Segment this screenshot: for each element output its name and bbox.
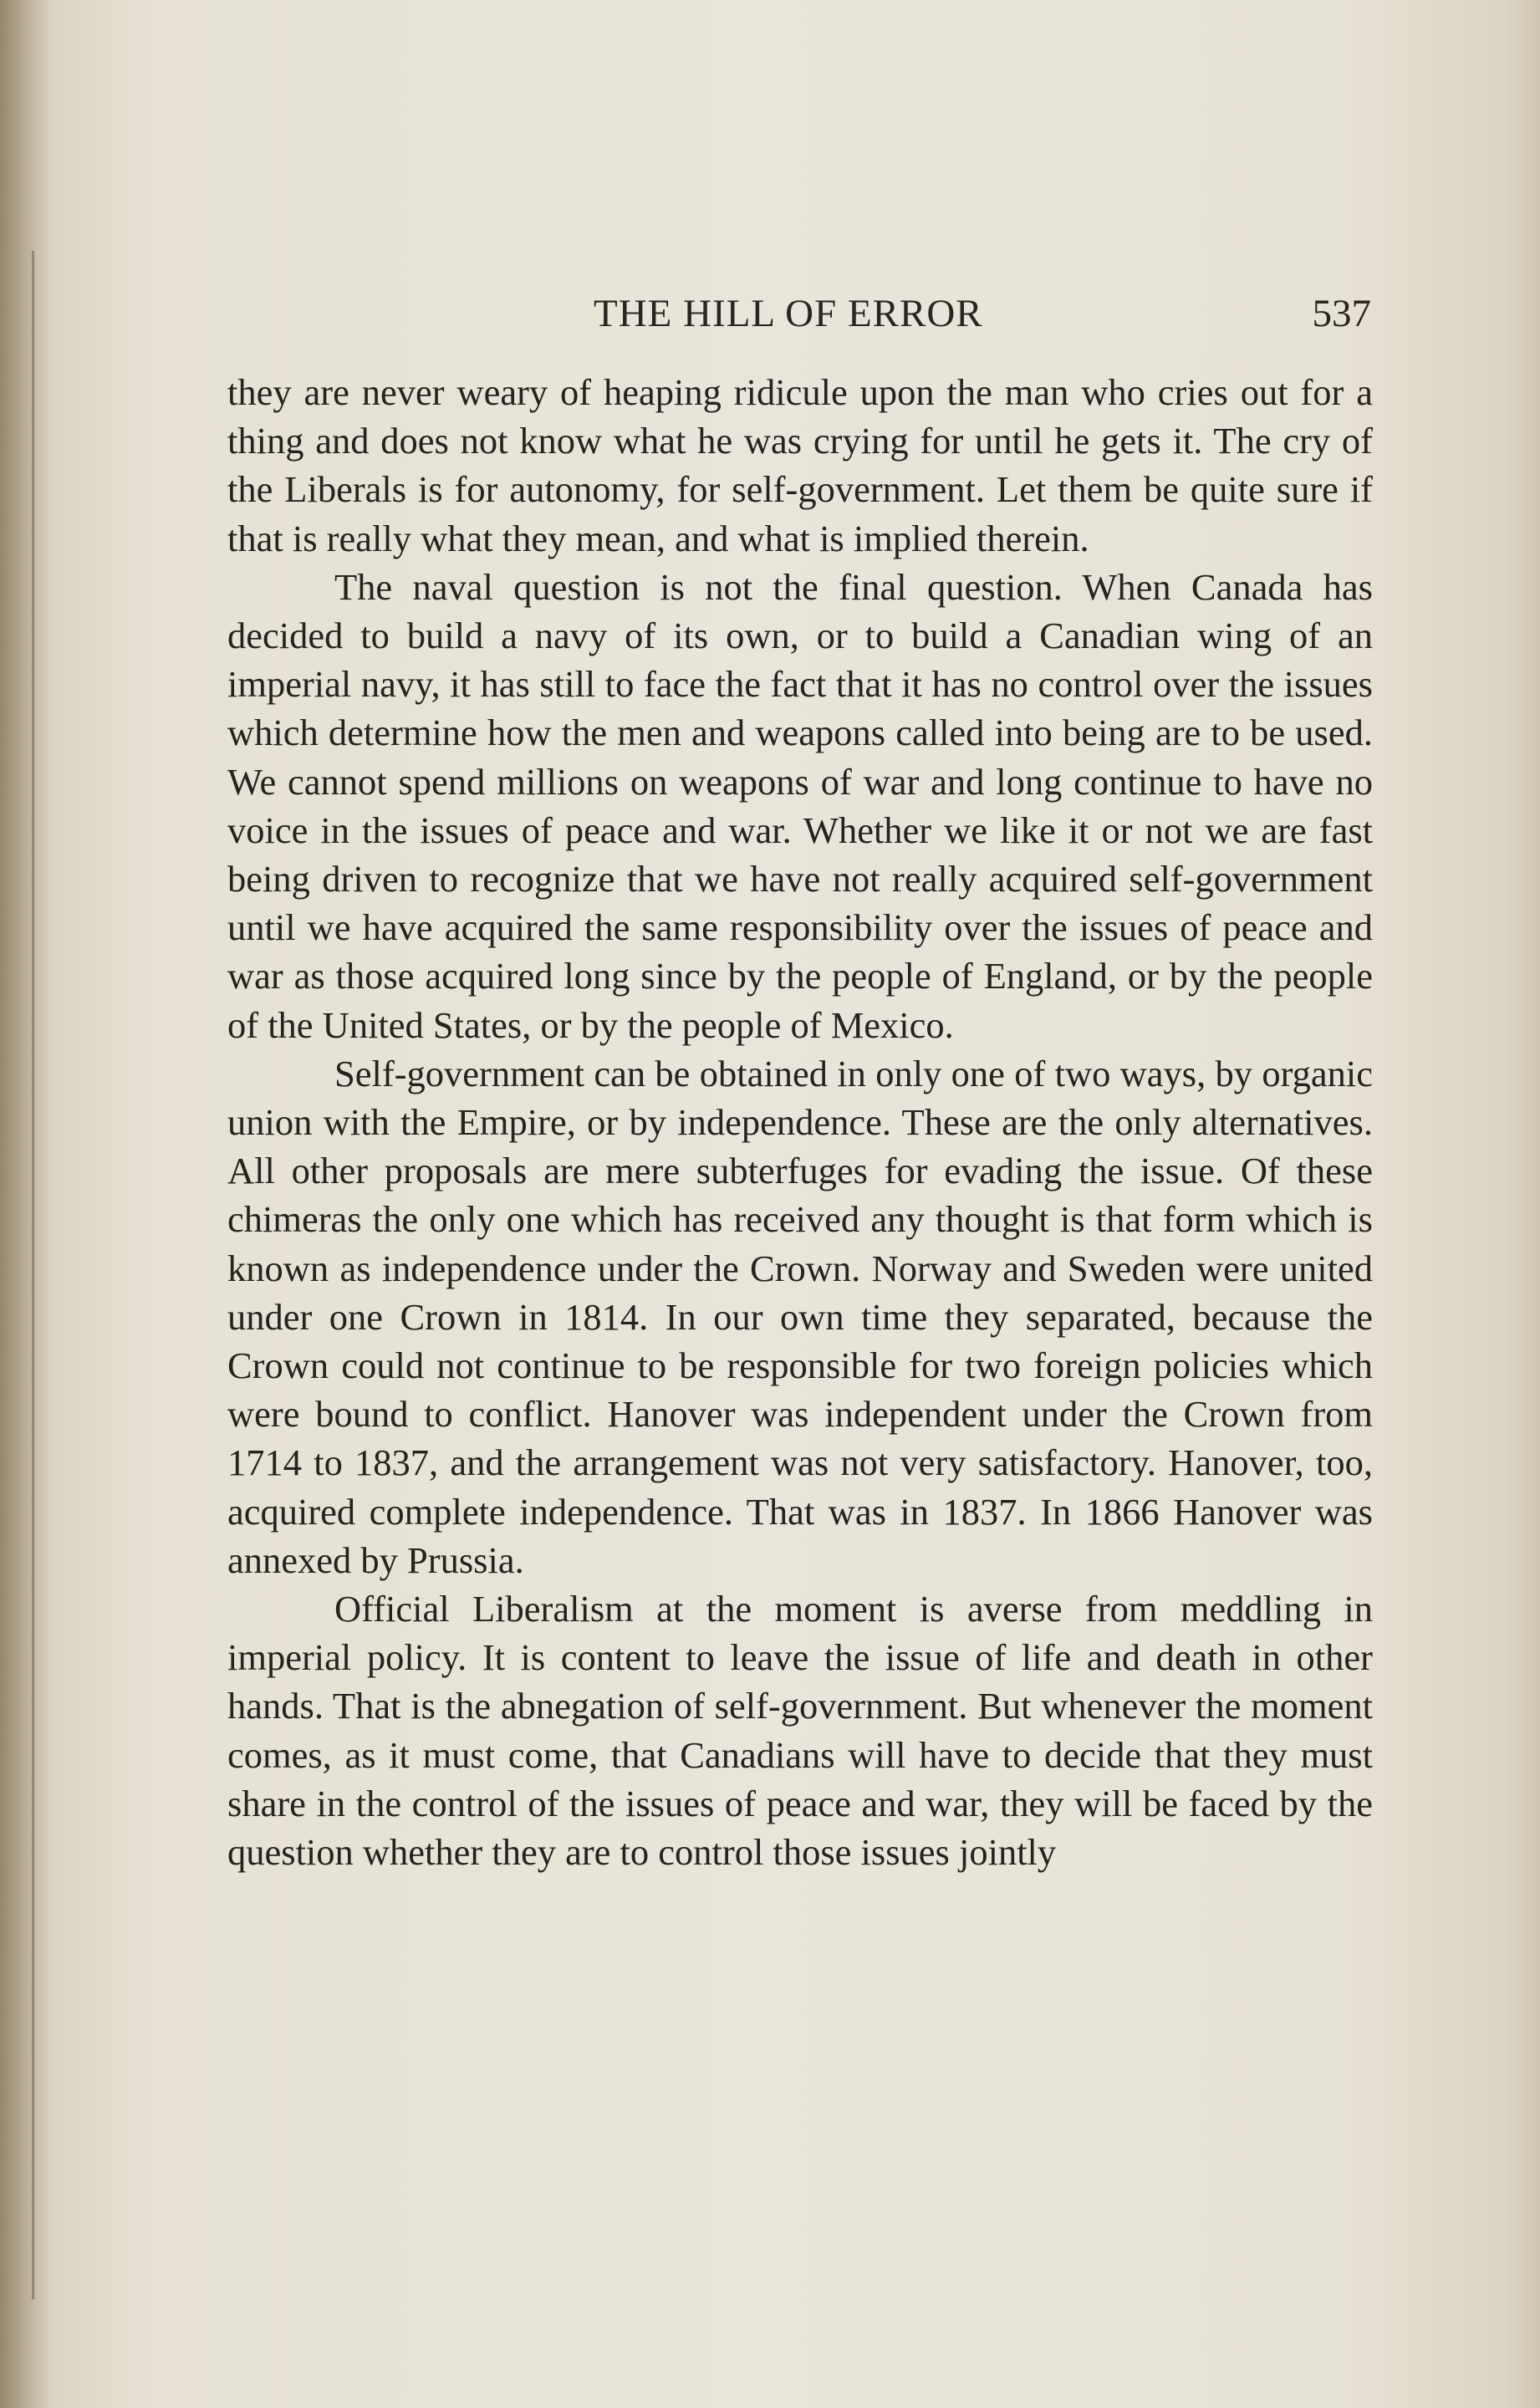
spine-crease <box>32 251 34 2299</box>
page-number: 537 <box>1312 292 1371 335</box>
page-header <box>226 291 1371 341</box>
spine-shadow <box>0 0 50 2408</box>
paragraph-3: Self-government can be obtained in only one of two ways, by organic union with the Empire, or by independence. These are the only alternatives. All other proposals are mere subterfuges for evading the issue. Of these chimeras the only one which has received any thought is that form which is known as independence under the Crown. Norway and Sweden were united under one Crown in 1814. In our own time they separated, because the Crown could not continue to be responsible for two foreign policies which were bound to conflict. Hanover was independent under the Crown from 1714 to 1837, and the arrangement was not very satisfactory. Hanover, too, acquired complete independence. That was in 1837. In 1866 Hanover was annexed by Prussia. <box>227 1052 1373 1581</box>
running-title: THE HILL OF ERROR <box>594 292 983 335</box>
paragraph-1: they are never weary of heaping ridicule upon the man who cries out for a thing and does not know what he was crying for until he gets it. The cry of the Liberals is for autonomy, for self-government. Let them be quite sure if that is really what they mean, and what is implied therein. <box>227 371 1373 559</box>
paragraph-2: The naval question is not the final question. When Canada has decided to build a navy of its own, or to build a Canadian wing of an imperial navy, it has still to face the fact that it has no control over the issues which determine how the men and weapons called into being are to be used. We cannot spend millions on weapons of war and long continue to have no voice in the issues of peace and war. Whether we like it or not we are fast being driven to recognize that we have not really acquired self-government until we have acquired the same responsibility over the issues of peace and war as those acquired long since by the people of England, or by the people of the United States, or by the people of Mexico. <box>227 565 1373 1046</box>
paragraph-4: Official Liberalism at the moment is averse from meddling in imperial policy. It is content to leave the issue of life and death in other hands. That is the abnegation of self-government. But whenever the moment comes, as it must come, that Canadians will have to decide that they must share in the control of the issues of peace and war, they will be faced by the question whether they are to control those issues jointly <box>227 1588 1373 1874</box>
body-text <box>227 368 1373 1876</box>
